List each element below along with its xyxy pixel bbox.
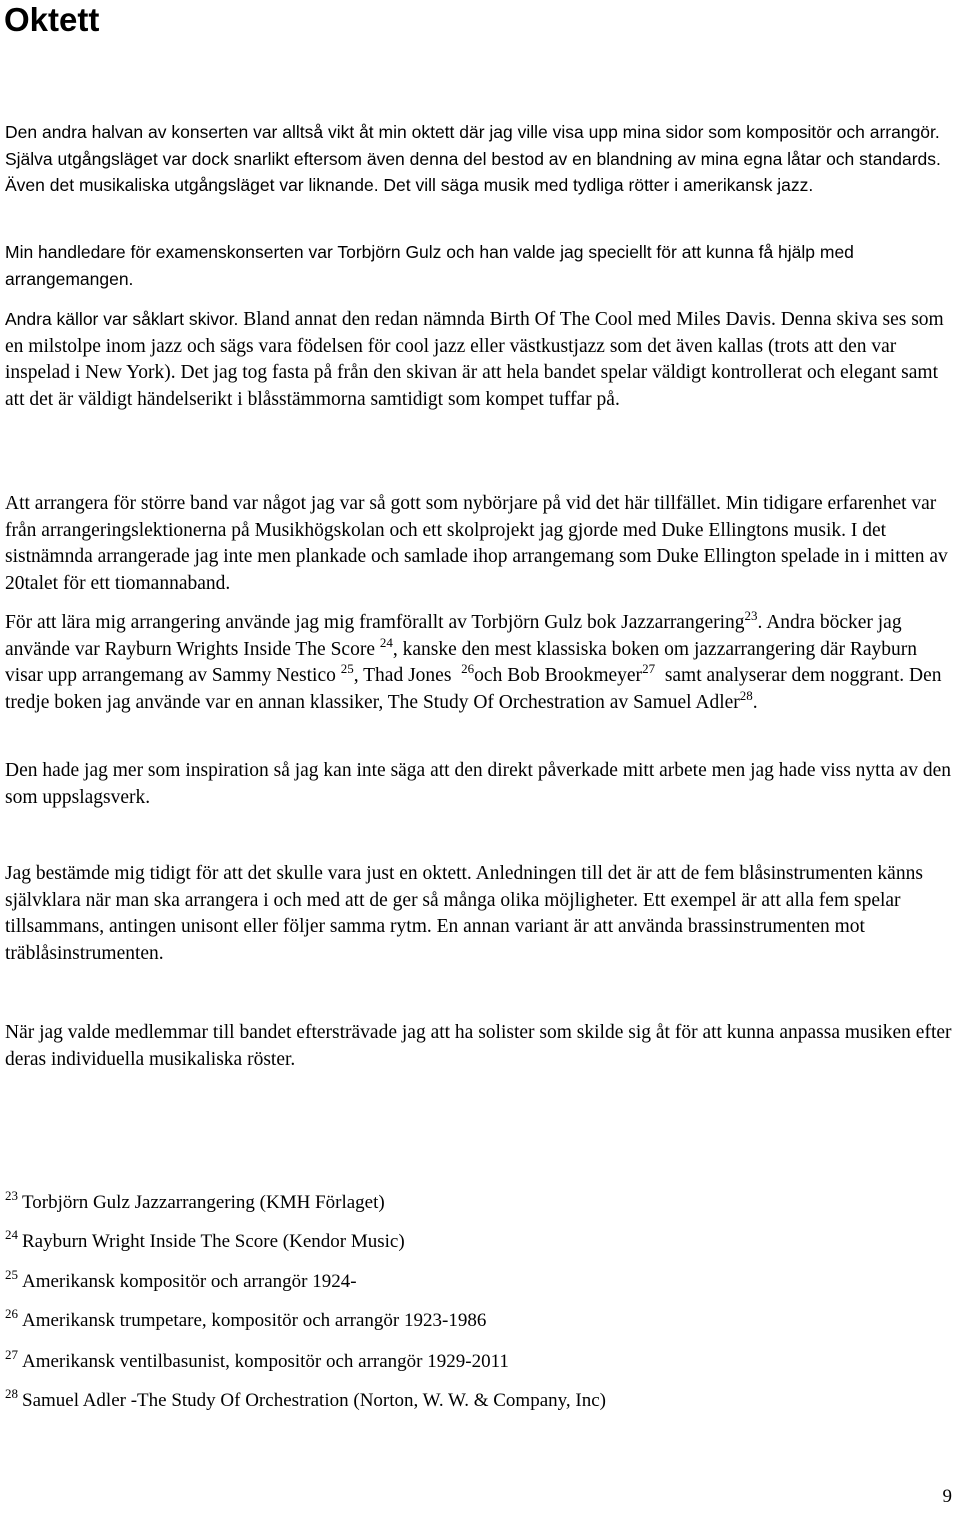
paragraph-supervisor: Min handledare för examenskonserten var Torbjörn Gulz och han valde jag speciellt för att kunna få hjälp med arrangemangen. — [5, 242, 854, 289]
footnote-number: 23 — [5, 1188, 18, 1203]
footnote-text: Amerikansk ventilbasunist, kompositör och arrangör 1929-2011 — [22, 1351, 509, 1372]
footnote-23 — [5, 1188, 385, 1215]
footnote-number: 27 — [5, 1347, 18, 1362]
footnote-number: 25 — [5, 1267, 18, 1282]
paragraph-octet-choice: Jag bestämde mig tidigt för att det skulle vara just en oktett. Anledningen till det är att de fem blåsinstrumenten känns självklara när man ska arrangera i och med att de ger så många olika möjligheter. Ett exempel är att alla fem spelar tillsammans, antingen unisont eller följer samma rytm. En annan variant är att använda brassinstrumenten mot träblåsinstrumenten. — [5, 863, 923, 965]
books-text-3: , kanske den mest klassiska boken om jazzarrangering där Rayburn visar upp arrangemang av Sammy Nestico — [5, 638, 918, 687]
paragraph-sources-lead: Andra källor var såklart skivor. — [5, 309, 239, 329]
paragraph-members: När jag valde medlemmar till bandet eftersträvade jag att ha solister som skilde sig åt för att kunna anpassa musiken efter deras individuella musikaliska röster. — [5, 1022, 952, 1070]
books-text-2: . Andra böcker jag använde var Rayburn Wrights Inside The Score — [5, 612, 902, 660]
footnote-text: Rayburn Wright Inside The Score (Kendor Music) — [22, 1231, 405, 1252]
paragraph-intro — [5, 119, 953, 199]
paragraph-sources-text: Bland annat den redan nämnda Birth Of The Cool med Miles Davis. Denna skiva ses som en milstolpe inom jazz och sägs vara födelsen för cool jazz eller västkustjazz som det även kallas (trots att den var inspelad i New York). Det jag tog fasta på från den skivan är att hela bandet spelar väldigt kontrollerat och elegant samt att det är väldigt händelserikt i blåsstämmorna samtidigt som kompet tuffar på. — [5, 309, 944, 411]
paragraph-sources — [5, 306, 953, 414]
footnote-number: 24 — [5, 1227, 18, 1242]
footnote-ref-28[interactable]: 28 — [739, 688, 753, 704]
footnote-24 — [5, 1227, 405, 1254]
footnote-26 — [5, 1306, 487, 1333]
footnote-28 — [5, 1386, 606, 1413]
paragraph-arranging-experience: Att arrangera för större band var något jag var så gott som nybörjare på vid det här tillfället. Min tidigare erfarenhet var från arrangeringslektionerna på Musikhögskolan och ett skolprojekt jag gjorde med Duke Ellingtons musik. I det sistnämnda arrangerade jag inte men plankade och samlade ihop arrangemang som Duke Ellington spelade in i mitten av 20talet för ett tiomannaband. — [5, 493, 948, 595]
footnote-ref-23[interactable]: 23 — [744, 608, 758, 623]
paragraph-intro-text: Den andra halvan av konserten var alltså vikt åt min oktett där jag ville visa upp mina sidor som kompositör och arrangör. Själva utgångsläget var dock snarlikt eftersom även denna del bestod av en blandning av mina egna låtar och standards. Även det musikaliska utgångsläget var liknande. Det vill säga musik med tydliga rötter i amerikansk jazz. — [5, 122, 941, 196]
page-title: Oktett — [4, 1, 100, 38]
footnote-text: Amerikansk kompositör och arrangör 1924- — [22, 1271, 357, 1292]
books-text-6: samt analyserar dem noggrant. Den tredje boken jag använde var en annan klassiker, The Study Of Orchestration av Samuel Adler — [5, 665, 942, 714]
footnote-number: 26 — [5, 1306, 18, 1321]
paragraph-books — [5, 610, 953, 717]
books-text-7: . — [752, 692, 758, 714]
footnote-27 — [5, 1347, 509, 1374]
books-text-1: För att lära mig arrangering använde jag mig framförallt av Torbjörn Gulz bok Jazzarrangering — [5, 612, 745, 633]
footnote-text: Amerikansk trumpetare, kompositör och arrangör 1923-1986 — [22, 1310, 487, 1331]
footnote-ref-27[interactable]: 27 — [642, 661, 656, 677]
footnote-ref-24[interactable]: 24 — [379, 634, 393, 650]
footnote-text: Samuel Adler -The Study Of Orchestration (Norton, W. W. & Company, Inc) — [22, 1390, 606, 1411]
footnote-text: Torbjörn Gulz Jazzarrangering (KMH Förlaget) — [22, 1192, 385, 1213]
footnote-ref-26[interactable]: 26 — [461, 661, 475, 677]
footnote-25 — [5, 1267, 357, 1294]
page-number: 9 — [942, 1486, 952, 1507]
footnote-number: 28 — [5, 1386, 18, 1401]
footnote-ref-25[interactable]: 25 — [340, 661, 354, 677]
paragraph-inspiration: Den hade jag mer som inspiration så jag kan inte säga att den direkt påverkade mitt arbete men jag hade viss nytta av den som uppslagsverk. — [5, 760, 951, 808]
books-text-4: , Thad Jones — [353, 665, 452, 687]
books-text-5: och Bob Brookmeyer — [474, 665, 643, 687]
